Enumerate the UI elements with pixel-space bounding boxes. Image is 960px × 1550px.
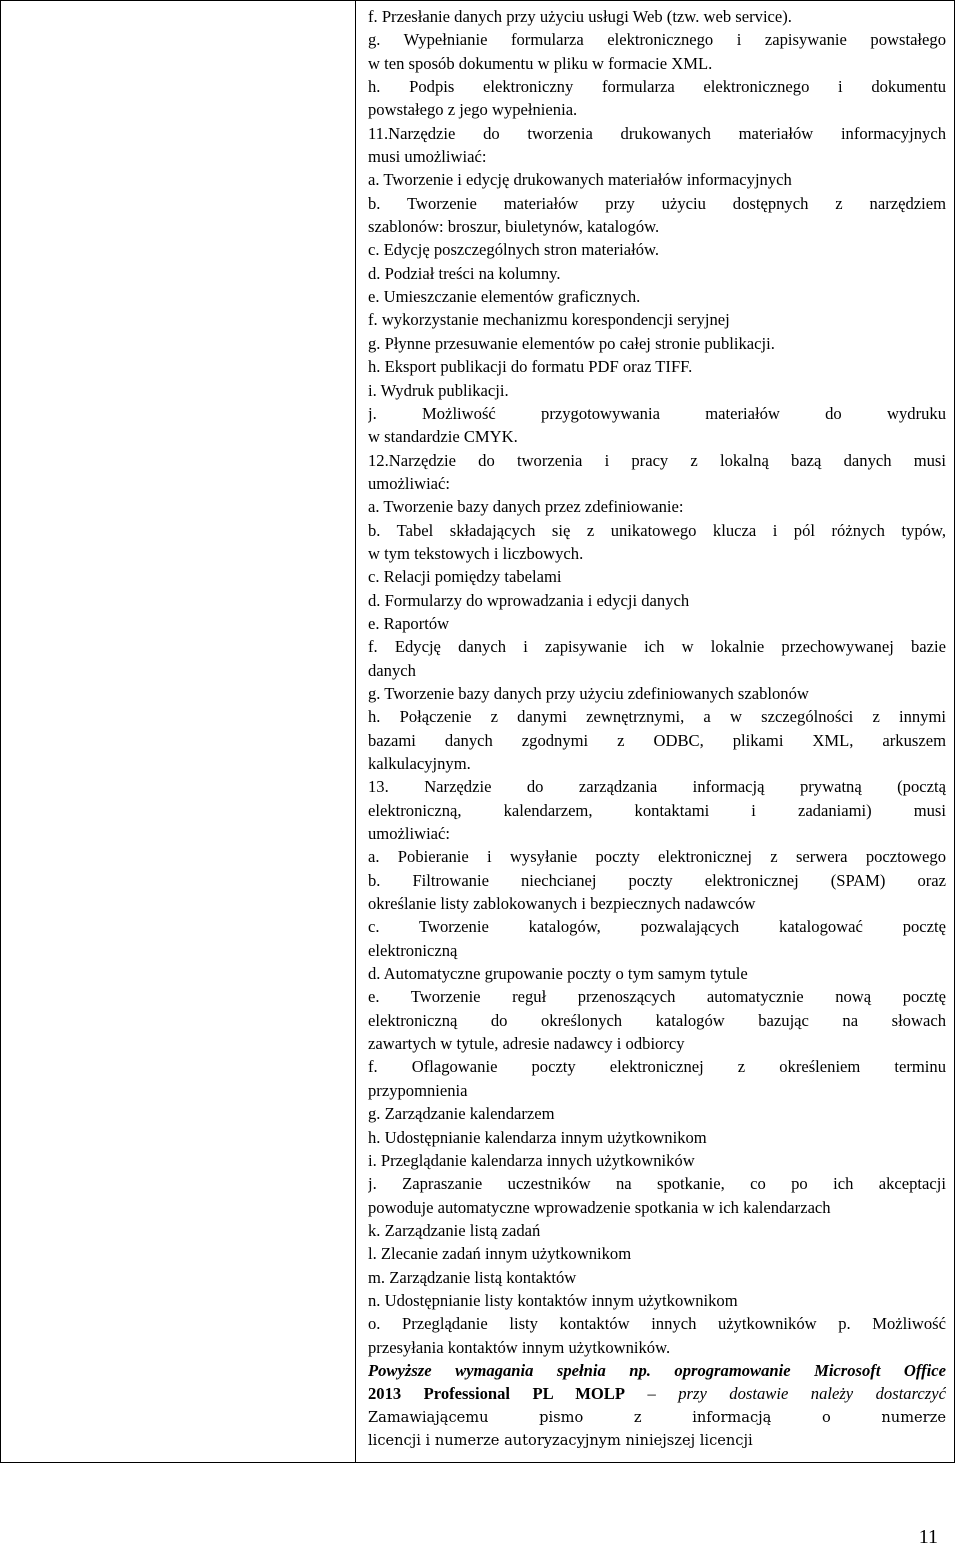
requirement-line: przesyłania kontaktów innym użytkowników. — [368, 1337, 671, 1357]
requirement-line: 13. Narzędzie do zarządzania informacją prywatną (pocztą — [368, 777, 946, 797]
requirement-line: m. Zarządzanie listą kontaktów — [368, 1267, 577, 1287]
requirement-line: przypomnienia — [368, 1080, 468, 1100]
requirement-line: c. Edycję poszczególnych stron materiałów. — [368, 240, 660, 260]
table-left-column — [1, 1, 356, 1462]
requirement-line: w ten sposób dokumentu w pliku w formacie XML. — [368, 53, 713, 73]
page-number: 11 — [918, 1526, 938, 1548]
requirement-line: określanie listy zablokowanych i bezpiecznych nadawców — [368, 894, 756, 914]
requirement-line: d. Automatyczne grupowanie poczty o tym samym tytule — [368, 964, 748, 984]
requirement-line: h. Połączenie z danymi zewnętrznymi, a w szczególności z innymi — [368, 707, 946, 727]
note-text-2: – przy dostawie należy dostarczyć — [625, 1384, 946, 1404]
requirement-line: h. Udostępnianie kalendarza innym użytkownikom — [368, 1127, 707, 1147]
requirement-line: powoduje automatyczne wprowadzenie spotkania w ich kalendarzach — [368, 1197, 831, 1217]
requirement-line: i. Przeglądanie kalendarza innych użytkowników — [368, 1150, 695, 1170]
requirement-line: musi umożliwiać: — [368, 147, 487, 167]
requirement-line: d. Formularzy do wprowadzania i edycji danych — [368, 590, 690, 610]
requirement-line: j. Zapraszanie uczestników na spotkanie, co po ich akceptacji — [368, 1174, 946, 1194]
note-text-4: licencji i numerze autoryzacyjnym niniejszej licencji — [368, 1431, 753, 1449]
requirement-line: 11.Narzędzie do tworzenia drukowanych materiałów informacyjnych — [368, 123, 946, 143]
requirement-line: elektroniczną — [368, 940, 458, 960]
note-line-1 — [368, 1359, 946, 1382]
requirement-line: zawartych w tytule, adresie nadawcy i odbiorcy — [368, 1034, 685, 1054]
requirement-line: b. Tworzenie materiałów przy użyciu dostępnych z narzędziem — [368, 193, 946, 213]
requirement-line: e. Raportów — [368, 613, 450, 633]
requirement-line: o. Przeglądanie listy kontaktów innych użytkowników p. Możliwość — [368, 1314, 946, 1334]
requirement-line: g. Wypełnianie formularza elektronicznego i zapisywanie powstałego — [368, 30, 946, 50]
requirement-line: k. Zarządzanie listą zadań — [368, 1220, 541, 1240]
requirement-line: a. Tworzenie i edycję drukowanych materiałów informacyjnych — [368, 170, 792, 190]
note-text-1: Powyższe wymagania spełnia np. oprogramowanie Microsoft Office — [368, 1360, 946, 1380]
requirement-line: j. Możliwość przygotowywania materiałów do wydruku — [368, 403, 946, 423]
requirement-line: a. Pobieranie i wysyłanie poczty elektronicznej z serwera pocztowego — [368, 847, 946, 867]
requirement-line: szablonów: broszur, biuletynów, katalogów. — [368, 217, 660, 237]
requirement-line: danych — [368, 660, 416, 680]
table-right-column — [368, 5, 946, 1452]
requirement-line: 12.Narzędzie do tworzenia i pracy z lokalną bazą danych musi — [368, 450, 946, 470]
requirement-line: n. Udostępnianie listy kontaktów innym użytkownikom — [368, 1290, 738, 1310]
requirement-line: f. wykorzystanie mechanizmu korespondencji seryjnej — [368, 310, 730, 330]
requirement-line: d. Podział treści na kolumny. — [368, 263, 561, 283]
requirement-line: h. Podpis elektroniczny formularza elektronicznego i dokumentu — [368, 77, 946, 97]
requirement-line: elektroniczną, kalendarzem, kontaktami i zadaniami) musi — [368, 800, 946, 820]
requirement-line: b. Filtrowanie niechcianej poczty elektronicznej (SPAM) oraz — [368, 870, 946, 890]
requirement-line: bazami danych zgodnymi z ODBC, plikami XML, arkuszem — [368, 730, 946, 750]
note-line-4 — [368, 1429, 946, 1452]
requirement-line: b. Tabel składających się z unikatowego klucza i pól różnych typów, — [368, 520, 946, 540]
requirement-line: f. Edycję danych i zapisywanie ich w lokalnie przechowywanej bazie — [368, 637, 946, 657]
requirement-line: powstałego z jego wypełnienia. — [368, 100, 578, 120]
requirement-line: c. Tworzenie katalogów, pozwalających katalogować pocztę — [368, 917, 946, 937]
requirement-line: kalkulacyjnym. — [368, 754, 471, 773]
requirement-line: h. Eksport publikacji do formatu PDF oraz TIFF. — [368, 357, 693, 377]
requirement-line: g. Płynne przesuwanie elementów po całej stronie publikacji. — [368, 333, 775, 353]
note-line-3 — [368, 1406, 946, 1429]
requirement-line: f. Oflagowanie poczty elektronicznej z określeniem terminu — [368, 1057, 946, 1077]
requirement-line: w standardzie CMYK. — [368, 427, 518, 447]
note-line-2 — [368, 1382, 946, 1405]
requirement-line: w tym tekstowych i liczbowych. — [368, 543, 584, 563]
requirement-line: c. Relacji pomiędzy tabelami — [368, 567, 562, 587]
requirement-line: l. Zlecanie zadań innym użytkownikom — [368, 1244, 632, 1264]
requirement-line: f. Przesłanie danych przy użyciu usługi Web (tzw. web service). — [368, 7, 792, 26]
requirement-line: g. Tworzenie bazy danych przy użyciu zdefiniowanych szablonów — [368, 683, 809, 703]
requirement-line: a. Tworzenie bazy danych przez zdefiniowanie: — [368, 497, 684, 517]
requirement-line: i. Wydruk publikacji. — [368, 380, 509, 400]
requirements-list — [368, 5, 946, 1359]
requirement-line: elektroniczną do określonych katalogów bazując na słowach — [368, 1010, 946, 1030]
requirement-line: umożliwiać: — [368, 473, 451, 493]
requirement-line: g. Zarządzanie kalendarzem — [368, 1104, 555, 1124]
requirement-line: e. Umieszczanie elementów graficznych. — [368, 287, 641, 307]
requirement-line: umożliwiać: — [368, 824, 451, 844]
note-product-name: 2013 Professional PL MOLP — [368, 1384, 626, 1404]
note-text-3: Zamawiającemu pismo z informacją o numerze — [368, 1408, 946, 1426]
requirement-line: e. Tworzenie reguł przenoszących automatycznie nową pocztę — [368, 987, 946, 1007]
